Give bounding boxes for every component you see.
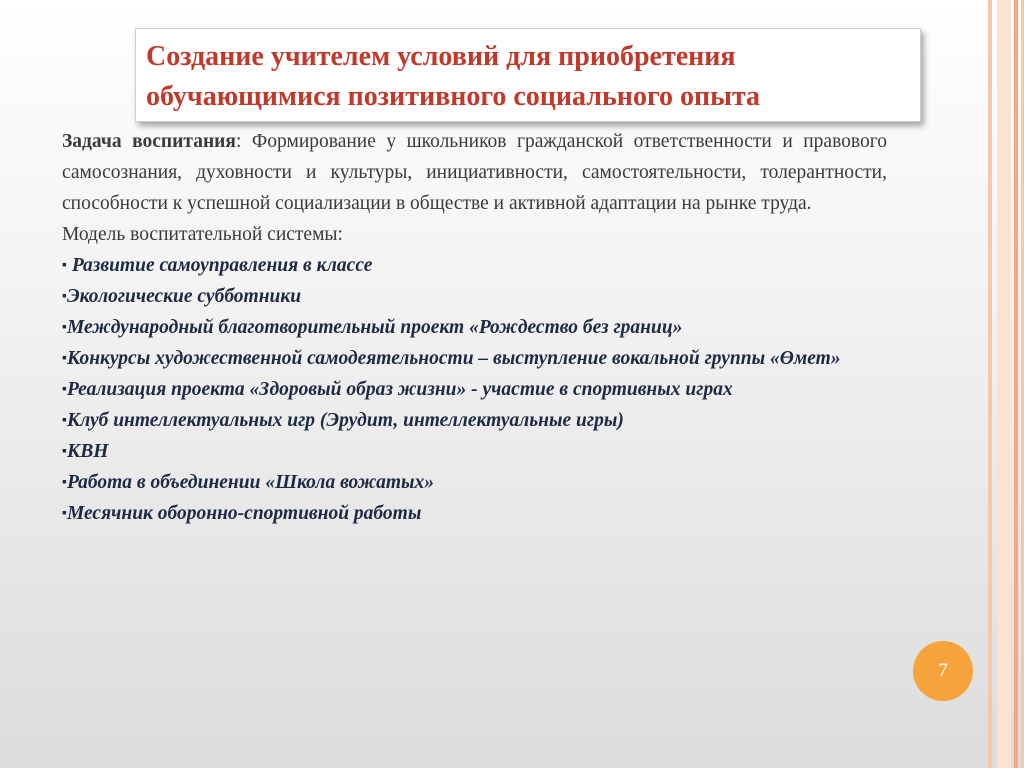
slide-title: Создание учителем условий для приобретения обучающимися позитивного социального опыта xyxy=(146,41,761,112)
task-text: : Формирование у школьников гражданской ответственности и правового самосознания, духовности и культуры, инициативности, самостоятельности, толерантности, способности к успешной социализации в обществе и активной адаптации на рынке труда. xyxy=(62,131,887,214)
bullet-icon: ▪ xyxy=(62,320,67,335)
list-item: ▪ Развитие самоуправления в классе xyxy=(62,255,373,276)
bullet-icon: ▪ xyxy=(62,506,67,521)
bullet-icon: ▪ xyxy=(62,351,67,366)
list-item: ▪Конкурсы художественной самодеятельности – выступление вокальной группы «Өмет» xyxy=(62,348,841,369)
title-box xyxy=(135,28,921,122)
bullet-icon: ▪ xyxy=(62,258,67,273)
list-item: ▪Месячник оборонно-спортивной работы xyxy=(62,503,422,524)
task-label: Задача воспитания xyxy=(62,131,236,152)
list-item: ▪Реализация проекта «Здоровый образ жизни» - участие в спортивных играх xyxy=(62,379,733,400)
list-item: ▪Работа в объединении «Школа вожатых» xyxy=(62,472,435,493)
decorative-stripes xyxy=(984,0,1024,768)
model-label: Модель воспитательной системы: xyxy=(62,224,343,245)
bullet-icon: ▪ xyxy=(62,289,67,304)
items-list xyxy=(62,250,887,529)
bullet-icon: ▪ xyxy=(62,382,67,397)
list-item: ▪Международный благотворительный проект «Рождество без границ» xyxy=(62,317,683,338)
bullet-icon: ▪ xyxy=(62,475,67,490)
slide-content xyxy=(62,126,887,529)
task-paragraph xyxy=(62,126,887,219)
bullet-icon: ▪ xyxy=(62,413,67,428)
page-number-badge: 7 xyxy=(913,641,973,701)
list-item: ▪КВН xyxy=(62,441,109,462)
bullet-icon: ▪ xyxy=(62,444,67,459)
list-item: ▪Клуб интеллектуальных игр (Эрудит, интеллектуальные игры) xyxy=(62,410,624,431)
list-item: ▪Экологические субботники xyxy=(62,286,302,307)
